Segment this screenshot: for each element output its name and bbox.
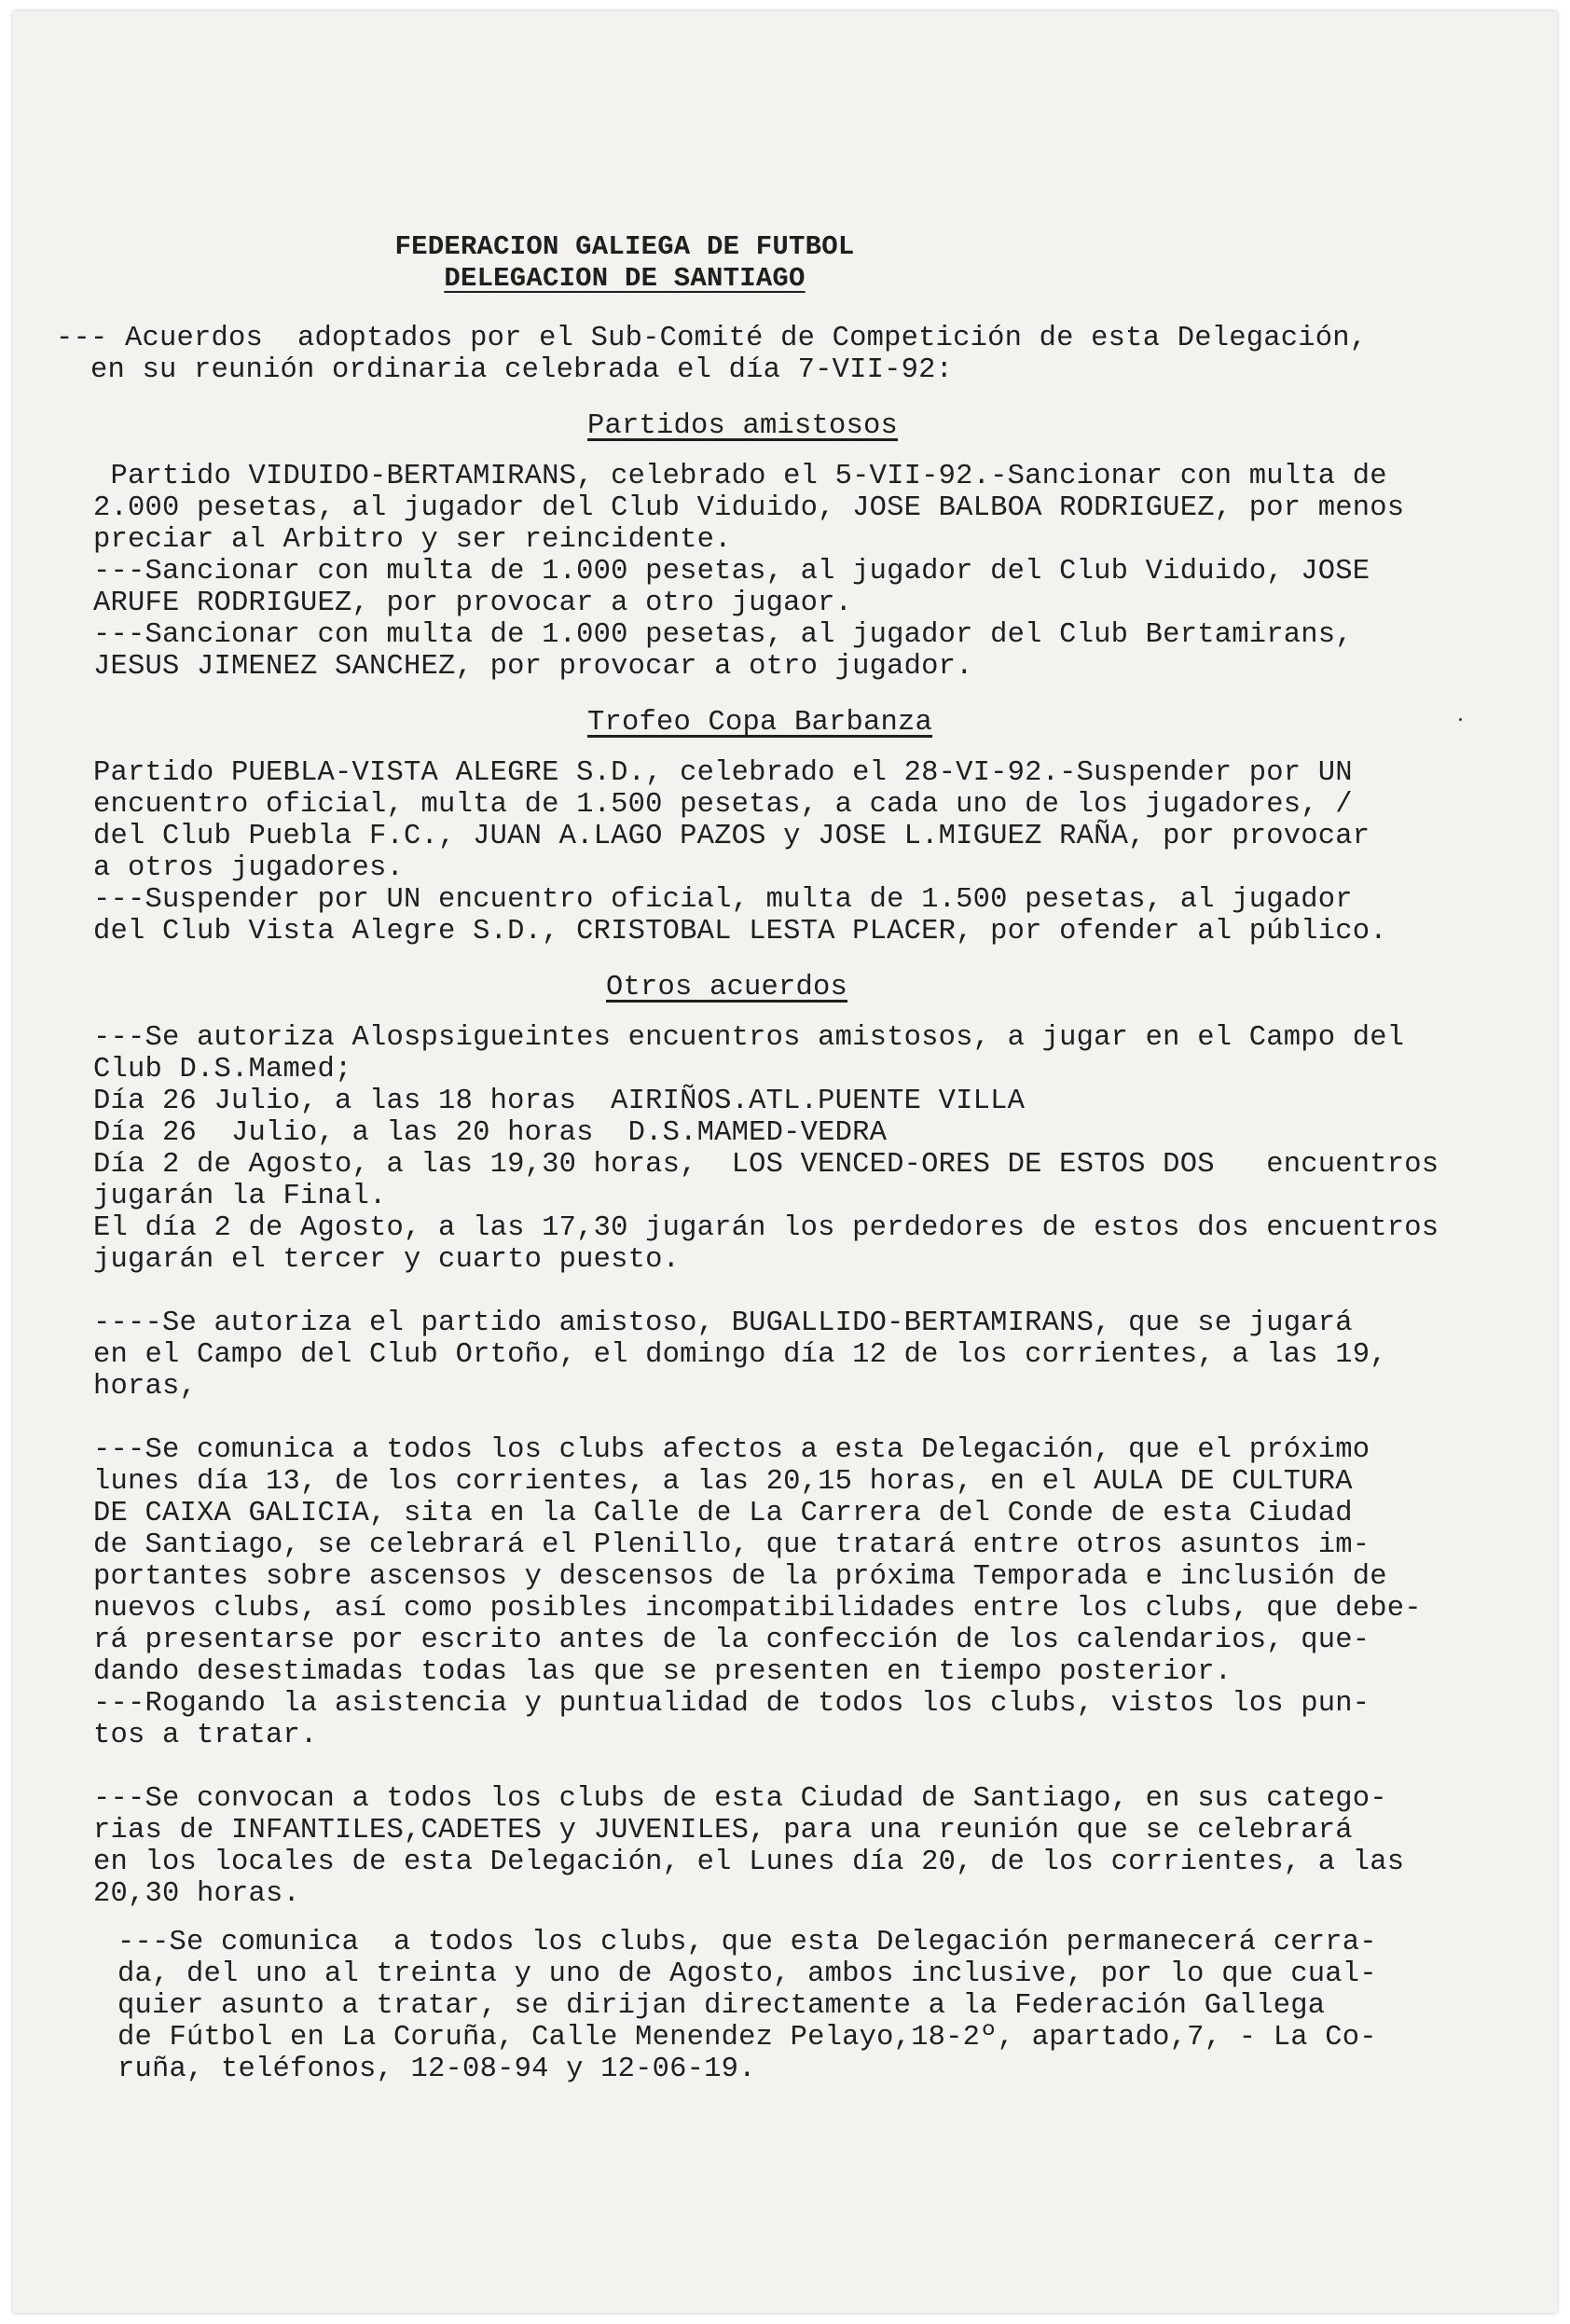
section-title-trofeo-copa: Trofeo Copa Barbanza xyxy=(587,707,933,739)
section-title-partidos-amistosos: Partidos amistosos xyxy=(587,410,899,442)
text-line: JESUS JIMENEZ SANCHEZ, por provocar a otro jugador. xyxy=(93,651,973,683)
text-line: lunes día 13, de los corrientes, a las 20,15 horas, en el AULA DE CULTURA xyxy=(93,1466,1353,1498)
text-line: jugarán la Final. xyxy=(93,1181,387,1212)
text-line: del Club Puebla F.C., JUAN A.LAGO PAZOS y JOSE L.MIGUEZ RAÑA, por provocar xyxy=(93,821,1370,852)
text-line: ---Sancionar con multa de 1.000 pesetas, al jugador del Club Bertamirans, xyxy=(93,619,1353,651)
section-trofeo-copa xyxy=(93,757,1557,948)
text-line: ---Se comunica a todos los clubs afectos a esta Delegación, que el próximo xyxy=(93,1434,1370,1466)
text-line: 20,30 horas. xyxy=(93,1878,301,1910)
text-line: Partido PUEBLA-VISTA ALEGRE S.D., celebrado el 28-VI-92.-Suspender por UN xyxy=(93,757,1353,789)
text-line: ---Se autoriza Alospsigueintes encuentros amistosos, a jugar en el Campo del xyxy=(93,1022,1405,1054)
text-line: ---Sancionar con multa de 1.000 pesetas, al jugador del Club Viduido, JOSE xyxy=(93,556,1370,588)
document-header xyxy=(158,231,1091,295)
text-line: ---Se comunica a todos los clubs, que esta Delegación permanecerá cerra- xyxy=(117,1927,1377,1958)
text-line: 2.000 pesetas, al jugador del Club Viduido, JOSE BALBOA RODRIGUEZ, por menos xyxy=(93,492,1405,524)
text-line: da, del uno al treinta y uno de Agosto, ambos inclusive, por lo que cual- xyxy=(117,1958,1377,1990)
agreement-bugallido-match xyxy=(93,1307,1557,1403)
text-line: El día 2 de Agosto, a las 17,30 jugarán los perdedores de estos dos encuentros xyxy=(93,1212,1439,1244)
intro-line: en su reunión ordinaria celebrada el día 7-VII-92: xyxy=(56,354,954,386)
text-line: tos a tratar. xyxy=(93,1720,318,1751)
agreement-plenillo-meeting xyxy=(93,1434,1557,1751)
text-line: Día 26 Julio, a las 20 horas D.S.MAMED-VEDRA xyxy=(93,1117,888,1149)
text-line: preciar al Arbitro y ser reincidente. xyxy=(93,524,732,556)
text-line: ruña, teléfonos, 12-08-94 y 12-06-19. xyxy=(117,2054,756,2085)
text-line: a otros jugadores. xyxy=(93,852,405,884)
agreement-youth-meeting xyxy=(93,1783,1557,1910)
intro-line: --- Acuerdos adoptados por el Sub-Comité de Competición de esta Delegación, xyxy=(56,323,1368,354)
text-line: jugarán el tercer y cuarto puesto. xyxy=(93,1244,681,1276)
text-line: dando desestimadas todas las que se presenten en tiempo posterior. xyxy=(93,1656,1233,1688)
intro-paragraph xyxy=(56,323,1557,386)
text-line: de Santiago, se celebrará el Plenillo, que tratará entre otros asuntos im- xyxy=(93,1529,1370,1561)
header-delegation: DELEGACION DE SANTIAGO xyxy=(444,263,806,294)
section-title-otros-acuerdos: Otros acuerdos xyxy=(606,972,848,1003)
agreement-office-closure xyxy=(117,1927,1557,2085)
text-line: de Fútbol en La Coruña, Calle Menendez Pelayo,18-2º, apartado,7, - La Co- xyxy=(117,2022,1377,2054)
text-line: rá presentarse por escrito antes de la confección de los calendarios, que- xyxy=(93,1625,1370,1656)
text-line: Día 26 Julio, a las 18 horas AIRIÑOS.ATL.PUENTE VILLA xyxy=(93,1086,1026,1117)
text-line: DE CAIXA GALICIA, sita en la Calle de La Carrera del Conde de esta Ciudad xyxy=(93,1498,1353,1529)
text-line: rias de INFANTILES,CADETES y JUVENILES, para una reunión que se celebrará xyxy=(93,1815,1353,1847)
agreement-friendly-matches xyxy=(93,1022,1557,1276)
text-line: en los locales de esta Delegación, el Lunes día 20, de los corrientes, a las xyxy=(93,1847,1405,1878)
text-line: Día 2 de Agosto, a las 19,30 horas, LOS VENCED-ORES DE ESTOS DOS encuentros xyxy=(93,1149,1439,1181)
text-line: quier asunto a tratar, se dirijan directamente a la Federación Gallega xyxy=(117,1990,1326,2022)
text-line: portantes sobre ascensos y descensos de la próxima Temporada e inclusión de xyxy=(93,1561,1387,1593)
typed-document xyxy=(56,231,1557,2085)
header-federation: FEDERACION GALIEGA DE FUTBOL xyxy=(394,231,855,262)
text-line: del Club Vista Alegre S.D., CRISTOBAL LESTA PLACER, por ofender al público. xyxy=(93,916,1387,948)
text-line: ---Rogando la asistencia y puntualidad de todos los clubs, vistos los pun- xyxy=(93,1688,1370,1720)
text-line: nuevos clubs, así como posibles incompatibilidades entre los clubs, que debe- xyxy=(93,1593,1422,1625)
text-line: ----Se autoriza el partido amistoso, BUGALLIDO-BERTAMIRANS, que se jugará xyxy=(93,1307,1353,1339)
text-line: Partido VIDUIDO-BERTAMIRANS, celebrado el 5-VII-92.-Sancionar con multa de xyxy=(93,461,1387,492)
section-otros-acuerdos xyxy=(93,1022,1557,2085)
text-line: en el Campo del Club Ortoño, el domingo día 12 de los corrientes, a las 19, xyxy=(93,1339,1387,1371)
text-line: Club D.S.Mamed; xyxy=(93,1054,352,1086)
text-line: ---Suspender por UN encuentro oficial, multa de 1.500 pesetas, al jugador xyxy=(93,884,1353,916)
text-line: ---Se convocan a todos los clubs de esta Ciudad de Santiago, en sus catego- xyxy=(93,1783,1387,1815)
text-line: horas, xyxy=(93,1371,198,1403)
text-line: encuentro oficial, multa de 1.500 pesetas, a cada uno de los jugadores, / xyxy=(93,789,1353,821)
section-partidos-amistosos xyxy=(93,461,1557,683)
text-line: ARUFE RODRIGUEZ, por provocar a otro jugaor. xyxy=(93,588,853,619)
